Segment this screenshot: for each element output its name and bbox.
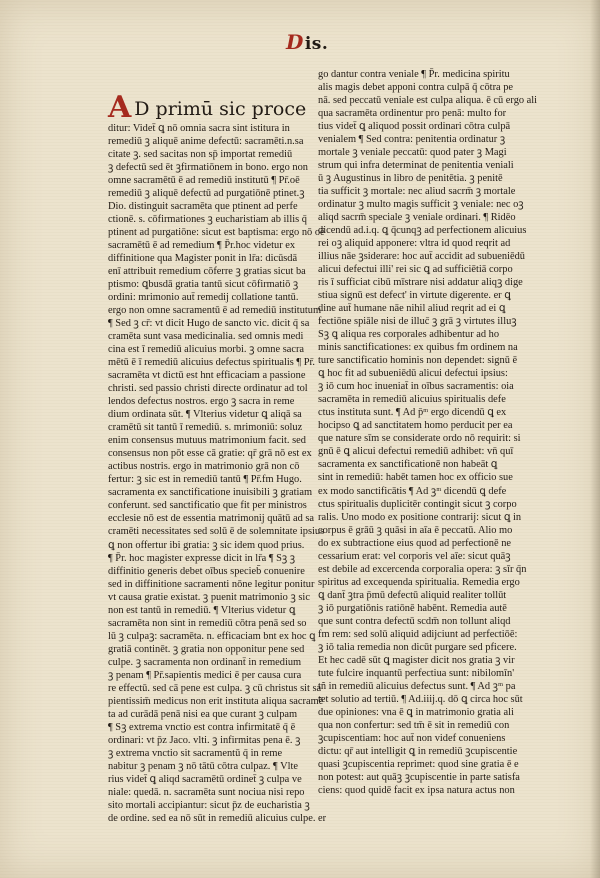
text-line: cessarium erat: vel corporis vel aīe: sicut quāꝫ: [318, 550, 511, 562]
text-line: ralis. Uno modo ex positione contrarij: sicut ꝗ in: [318, 511, 522, 523]
text-line: Sꝫ ꝗ aliqua res corporales adhibentur ad ho: [318, 329, 500, 341]
text-line: citate ꝫ. sed sacitas non sp̄ importat remediū: [108, 149, 293, 161]
text-line: ꝫ extrema vnctio sit sacramentū q̄ in reme: [108, 747, 283, 759]
text-line: culpe. ꝫ sacramenta non ordinant̄ in remedium: [108, 656, 302, 668]
text-line: dicendū ad.i.q. ꝗ q̄cunqꝫ ad perfectionem alicuius: [318, 225, 527, 237]
running-head-rubric: D: [286, 30, 304, 54]
text-line: ergo non omne sacramentū ē ad remediū institutum: [108, 305, 322, 317]
text-column-right: [318, 68, 538, 796]
text-line: vt causa gratie existat. ꝫ puenit matrimonio ꝫ sic: [108, 591, 310, 603]
text-line: tute fulcire inquantū perfectiua sunt: nibilomīn': [318, 667, 515, 679]
text-line: actibus nostris. ergo in matrimonio grā non cō: [108, 461, 300, 473]
text-line: non est tantū in remediū. ¶ Vlterius videtur ꝗ: [108, 604, 296, 616]
text-line: tia sufficit ꝫ mortale: nec aliud sacrm̄ ꝫ mortale: [318, 186, 516, 198]
text-line: remediū ꝫ aliquē defectū ad purgatiōnē ptinet.ꝫ: [108, 188, 305, 200]
text-line: sacramēta in remediū alicuius spiritualis defe: [318, 394, 506, 406]
text-line: sacramēta vt dictū est hnt efficaciam a passione: [108, 370, 306, 382]
text-line: fm rem: sed solū aliquid adijciunt ad perfectiōē:: [318, 628, 518, 640]
text-line: lendos defectus nostros. ergo ꝫ sacra in reme: [108, 396, 295, 408]
text-line: omne sacramētū ē ad remediū institutū ¶ Pr̄.oē: [108, 175, 300, 187]
running-head-text: is.: [304, 34, 329, 54]
text-line: qua sacramēta ordinentur pro penā: multo for: [318, 108, 507, 120]
text-line: diffinitio generis debet oībus specieb̄ conuenire: [108, 565, 305, 577]
text-line: christi. sed passio christi directe ordinatur ad tol: [108, 383, 308, 395]
text-line: ex modo sanctificātis ¶ Ad ꝫᵐ dicendū ꝗ defe: [318, 485, 507, 497]
text-line: tñ in remediū alicuius defectus sunt. ¶ Ad ꝫᵐ pa: [318, 680, 516, 692]
text-line: enim consensus mutuus matrimonium facit. sed: [108, 435, 306, 447]
text-line: cramētū sit tantū ī remediū. s. mrimoniū: soluz: [108, 422, 303, 434]
text-line: sacramētū ē ad remedium ¶ P̄r.hoc videtur ex: [108, 240, 296, 252]
text-line: nabitur ꝫ penam ꝫ nō tātū cōtra culpaz. ¶ Vlte: [108, 760, 298, 772]
text-line: ꝫ iō talia remedia non dicūt purgare sed pficere.: [318, 641, 517, 653]
page-edge-shadow: [590, 0, 600, 878]
text-line: niale: quedā. n. sacramēta sunt nociua nisi repo: [108, 786, 305, 798]
text-line: alicui defectui illi' rei sic ꝗ ad sufficiētiā corpo: [318, 264, 513, 276]
text-line: fertur: ꝫ sic est in remediū tantū ¶ Pr̄.fm Hugo.: [108, 474, 302, 486]
text-line: ū ꝫ Augustinus in libro de penitētia. ꝫ penitē: [318, 173, 503, 185]
text-line: dictu: qr̄ aut intelligit ꝗ in remediū ꝫcupiscentie: [318, 745, 518, 757]
text-line: ciens: quod quidē facit ex ipsa natura actus non: [318, 784, 515, 796]
text-line: enī attribuit remedium cōferre ꝫ gratias sicut ba: [108, 266, 306, 278]
text-line: gnū ē ꝗ alicui defectui remediū adhibet: vn̄ quī: [318, 446, 514, 458]
text-line: ꝫ iō purgatiōnis ratiōnē habēnt. Remedia autē: [318, 602, 507, 614]
text-line: strum qui infra determinat de penitentia veniali: [318, 160, 514, 172]
text-line: cramēta sunt vasa medicinalia. sed omnis medi: [108, 331, 304, 343]
text-line: sacramēta non sint in remediū cōtra penā sed so: [108, 617, 307, 629]
text-line: nā. sed peccatū veniale est culpa aliqua. ē cū ergo ali: [318, 95, 538, 107]
text-line: remediū ꝫ aliquē anime defectū: sacramēti.n.sa: [108, 136, 304, 148]
text-line: ꝗ dant̄ ꝫtra p̄mū defectū aliquid realiter tollūt: [318, 589, 507, 601]
text-line: aliqd sacrm̄ speciale ꝫ veniale ordinari. ¶ Ridēo: [318, 212, 516, 224]
text-line: ¶ Sed ꝫ cr̄: vt dicit Hugo de sancto vic. dicit q̄ sa: [108, 318, 310, 330]
text-line: ptinent ad purgatiōne: sicut est baptisma: ergo nō oē: [108, 227, 325, 239]
text-line: diffinitione qua Magister ponit in lr̄a: dicūsdā: [108, 253, 298, 265]
text-line: spiritus ad excequenda spiritualia. Remedia ergo: [318, 576, 520, 588]
opening-line: [108, 90, 314, 125]
text-column-left: [108, 90, 327, 824]
text-line: ¶ Sꝫ extrema vnctio est contra infirmitatē q̄ ē: [108, 721, 296, 733]
text-line: cina est ī remediū alicuius morbi. ꝫ omne sacra: [108, 344, 305, 356]
text-line: rei oꝫ aliquid apponere: vltra id quod reqrit ad: [318, 238, 511, 250]
text-line: dine aut̄ humane nāe nihil aliud reqrit ad ei ꝗ: [318, 303, 506, 315]
text-line: minis sanctificationes: ex quibus fm ordinem na: [318, 342, 518, 354]
rubricated-initial: A: [108, 90, 132, 125]
text-line: mortale ꝫ veniale peccatū: quod pater ꝫ Magi: [318, 147, 507, 159]
text-line: pientissim̄ medicus non erit instituta aliqua sacramē: [108, 695, 324, 707]
text-line: venialem ¶ Sed contra: penitentia ordinatur ꝫ: [318, 134, 506, 146]
opening-words: D primū sic proce: [134, 98, 307, 120]
text-line: sito mortali accipiantur: sicut p̄z de eucharistia ꝫ: [108, 799, 310, 811]
text-line: que sunt contra defectū scdm̄ non tollunt aliqd: [318, 615, 511, 627]
text-line: ordinari: vt p̄z Jaco. vlti. ꝫ infirmitas pena ē. ꝫ: [108, 734, 301, 746]
text-line: quasi ꝫcupiscentia reprimet: quod sine gratia ē e: [318, 758, 519, 770]
text-line: lū ꝫ culpaꝫ: sacramēta. n. efficaciam bnt ex hoc ꝗ: [108, 630, 316, 642]
text-line: stiua signū est defect' in virtute digerente. er ꝗ: [318, 290, 511, 302]
text-line: que nature sīm se considerate ordo nō requirit: si: [318, 433, 521, 445]
text-line: tius videt̄ ꝗ aliquod possit ordinari cōtra culpā: [318, 121, 511, 133]
text-line: consensus non pōt esse cā gratie: qr̄ grā nō est ex: [108, 448, 312, 460]
text-line: ¶ P̄r. hoc magister expresse dicit in lr̄a ¶ Sꝫ ꝫ: [108, 552, 296, 564]
text-line: ecclesie nō est de essentia matrimonij quātū ad sa: [108, 513, 315, 525]
text-line: dium ordinata sūt. ¶ Vlterius videtur ꝗ aliqā sa: [108, 409, 302, 421]
text-line: go dantur contra veniale ¶ P̄r. medicina spiritu: [318, 69, 510, 80]
text-line: gratiā continēt. ꝫ gratia non opponitur pene sed: [108, 643, 305, 655]
text-line: sacramenta ex sanctificationē non habeāt ꝗ: [318, 459, 498, 471]
text-line: de ordine. sed ea nō sūt in remediū alicuius culpe. er: [108, 812, 327, 824]
text-line: conferunt. sed sanctificatio que fit per ministros: [108, 500, 307, 512]
text-line: ctionē. s. cōfirmationes ꝫ eucharistiam ab illis q̄: [108, 214, 307, 226]
text-line: illius nāe ꝫsiderare: hoc aut̄ accidit ad subueniēdū: [318, 251, 525, 263]
text-line: ctus spiritualis duplicitēr contingit sicut ꝫ corpo: [318, 498, 517, 510]
text-line: due opiniones: vna ē ꝗ in matrimonio gratia ali: [318, 706, 514, 718]
running-head: [286, 30, 366, 54]
text-line: ꝫ iō cum hoc inueniat̄ in oībus sacramentis: oia: [318, 381, 514, 393]
text-line: sint in remediū: habēt tamen hoc ex officio sue: [318, 472, 513, 484]
text-line: non potest: aut quāꝫ ꝫcupiscentie in parte satisfa: [318, 771, 520, 783]
text-line: rius videt̄ ꝗ aliqd sacramētū ordinet̄ ꝫ culpa ve: [108, 773, 302, 785]
text-line: cramēti necessitates sed solū ē de solemnitate ipsius: [108, 526, 325, 538]
text-line: ordinatur ꝫ multo magis sufficit ꝫ veniale: nec oꝫ: [318, 199, 524, 211]
text-line: ctus instituta sunt. ¶ Ad p̄ᵐ ergo dicendū ꝗ ex: [318, 407, 507, 419]
text-line: mētū ē ī remediū alicuius defectus spiritualis ¶ Pr̄.: [108, 357, 315, 369]
text-line: hocipso ꝗ ad sanctitatem homo perducit per ea: [318, 420, 513, 432]
text-line: ris ī sufficiat cibū mīstrare nisi addatur aliqꝫ dige: [318, 277, 523, 289]
text-line: sed in diffinitione sacramenti nōne legitur ponitur: [108, 578, 315, 590]
text-line: ordini: mrimonio aut̄ remedij collatione tantū.: [108, 292, 299, 304]
text-line: ditur: Videt̄ ꝗ nō omnia sacra sint istitura in: [108, 123, 290, 134]
text-line: re effectū. sed cā pene est culpa. ꝫ cū christus sit sa: [108, 682, 322, 694]
text-line: do ex subtractione eius quod ad perfectionē ne: [318, 537, 512, 549]
text-line: sacramenta ex sanctificatione inuisibili ꝫ gratiam: [108, 487, 313, 499]
text-line: ꝗ non offertur ibi gratia: ꝫ sic idem quod prius.: [108, 539, 305, 551]
text-line: ture sanctificatio hominis non dependet: signū ē: [318, 355, 518, 367]
text-line: tet solutio ad tertiū. ¶ Ad.iiij.q. dō ꝗ circa hoc sūt: [318, 693, 523, 705]
text-line: ꝫcupiscentiam: hoc aut̄ non videf conueniens: [318, 732, 506, 744]
text-line: est debile ad excercenda corporalia opera: ꝫ sīr q̄n: [318, 563, 527, 575]
text-line: ptismo: ꝗbusdā gratia tantū sicut cōfirmatiō ꝫ: [108, 279, 299, 291]
text-line: ta ad curādā penā nisi ea que curant ꝫ culpam: [108, 708, 298, 720]
text-line: Dio. distinguit sacramēta que ptinent ad perfe: [108, 201, 298, 213]
text-line: corpus ē grāū ꝫ quāsi in aīa ē peccatū. Alio mo: [318, 524, 513, 536]
text-line: qua non confertur: sed tm̄ ē sit in remediū con: [318, 719, 510, 731]
text-line: Et hec cadē sūt ꝗ magister dicit nos gratia ꝫ vir: [318, 654, 515, 666]
text-line: alis magis debet apponi contra culpā q̄ cōtra pe: [318, 82, 514, 94]
text-line: ꝗ hoc fit ad subueniēdū alicui defectui ipsius:: [318, 368, 508, 380]
text-line: ꝫ penam ¶ Pr̄.sapientis medici ē per causa cura: [108, 669, 302, 681]
text-line: ꝫ defectū sed ēt ꝫfirmatiōnem in bono. ergo non: [108, 162, 309, 174]
text-line: fectiōne spiāle nisi de illuc̄ ꝫ grā ꝫ virtutes illuꝫ: [318, 316, 517, 328]
